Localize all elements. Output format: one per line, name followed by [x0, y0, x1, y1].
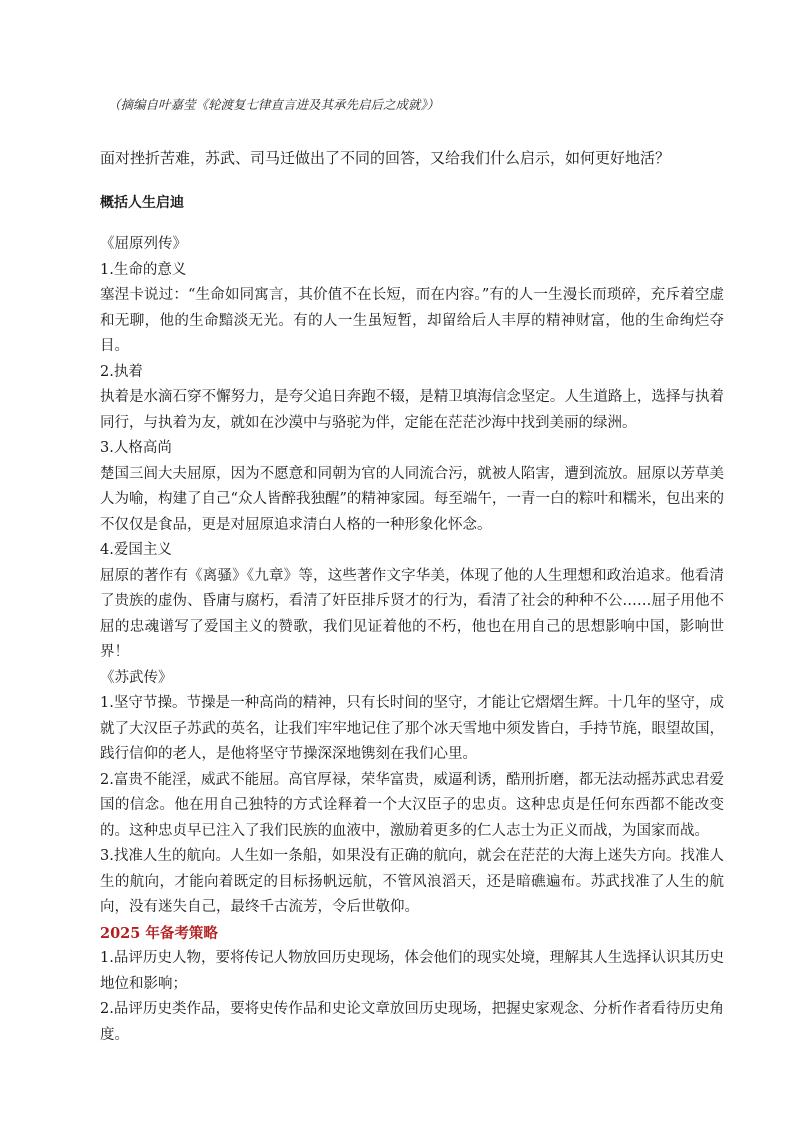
- main-content: [100, 232, 724, 1048]
- strategy-p2: 2.品评历史类作品，要将史传作品和史论文章放回历史现场，把握史家观念、分析作者看待历史角度。: [100, 1001, 724, 1043]
- qu-yuan-s4-text: 屈原的著作有《离骚》《九章》等，这些著作文字华美，体现了他的人生理想和政治追求。他看清了贵族的虚伪、昏庸与腐朽，看清了奸臣排斥贤才的行为，看清了社会的种种不公……屈子用他不屈的忠魂谱写了爱国主义的赞歌，我们见证着他的不朽，他也在用自己的思想影响中国，影响世界！: [100, 567, 724, 660]
- section-heading: 概括人生启迪: [100, 195, 184, 211]
- qu-yuan-s1-text: 塞涅卡说过：“生命如同寓言，其价值不在长短，而在内容。”有的人一生漫长而琐碎，充斥着空虚和无聊，他的生命黯淡无光。有的人一生虽短暂，却留给后人丰厚的精神财富，他的生命绚烂夺目。: [100, 287, 724, 354]
- qu-yuan-s1-title: 1.生命的意义: [100, 261, 187, 278]
- su-wu-p1: 1.坚守节操。节操是一种高尚的精神，只有长时间的坚守，才能让它熠熠生辉。十几年的坚守，成就了大汉臣子苏武的英名，让我们牢牢地记住了那个冰天雪地中须发皆白，手持节旄，眼望故国，践行信仰的老人，是他将坚守节操深深地镌刻在我们心里。: [100, 695, 724, 762]
- su-wu-title: 《苏武传》: [100, 669, 173, 686]
- su-wu-p3: 3.找准人生的航向。人生如一条船，如果没有正确的航向，就会在茫茫的大海上迷失方向。找准人生的航向，才能向着既定的目标扬帆远航，不管风浪滔天，还是暗礁遍布。苏武找准了人生的航向，没有迷失自己，最终千古流芳，令后世敬仰。: [100, 848, 724, 915]
- source-note: （摘编自叶嘉莹《轮渡复七律直言进及其承先启后之成就》）: [108, 97, 440, 112]
- discussion-question: 面对挫折苦难，苏武、司马迁做出了不同的回答，又给我们什么启示，如何更好地活？: [100, 149, 671, 167]
- qu-yuan-s4-title: 4.爱国主义: [100, 542, 172, 558]
- su-wu-p2: 2.富贵不能淫，威武不能屈。高官厚禄，荣华富贵，威逼利诱，酷刑折磨，都无法动摇苏武忠君爱国的信念。他在用自己独特的方式诠释着一个大汉臣子的忠贞。这种忠贞是任何东西都不能改变的。这种忠贞早已注入了我们民族的血液中，激励着更多的仁人志士为正义而战，为国家而战。: [100, 771, 724, 839]
- strategy-title: 2025 年备考策略: [100, 924, 218, 942]
- qu-yuan-s3-title: 3.人格高尚: [100, 440, 172, 456]
- qu-yuan-s2-text: 执着是水滴石穿不懈努力，是夸父追日奔跑不辍，是精卫填海信念坚定。人生道路上，选择与执着同行，与执着为友，就如在沙漠中与骆驼为伴，定能在茫茫沙海中找到美丽的绿洲。: [100, 389, 724, 431]
- qu-yuan-s3-text: 楚国三闾大夫屈原，因为不愿意和同朝为官的人同流合污，就被人陷害，遭到流放。屈原以芳草美人为喻，构建了自己“众人皆醉我独醒”的精神家园。每至端午，一青一白的粽叶和糯米，包出来的不仅仅是食品，更是对屈原追求清白人格的一种形象化怀念。: [100, 465, 724, 533]
- qu-yuan-s2-title: 2.执着: [100, 363, 143, 380]
- strategy-p1: 1.品评历史人物，要将传记人物放回历史现场，体会他们的现实处境，理解其人生选择认识其历史地位和影响；: [100, 950, 724, 992]
- qu-yuan-title: 《屈原列传》: [100, 236, 187, 252]
